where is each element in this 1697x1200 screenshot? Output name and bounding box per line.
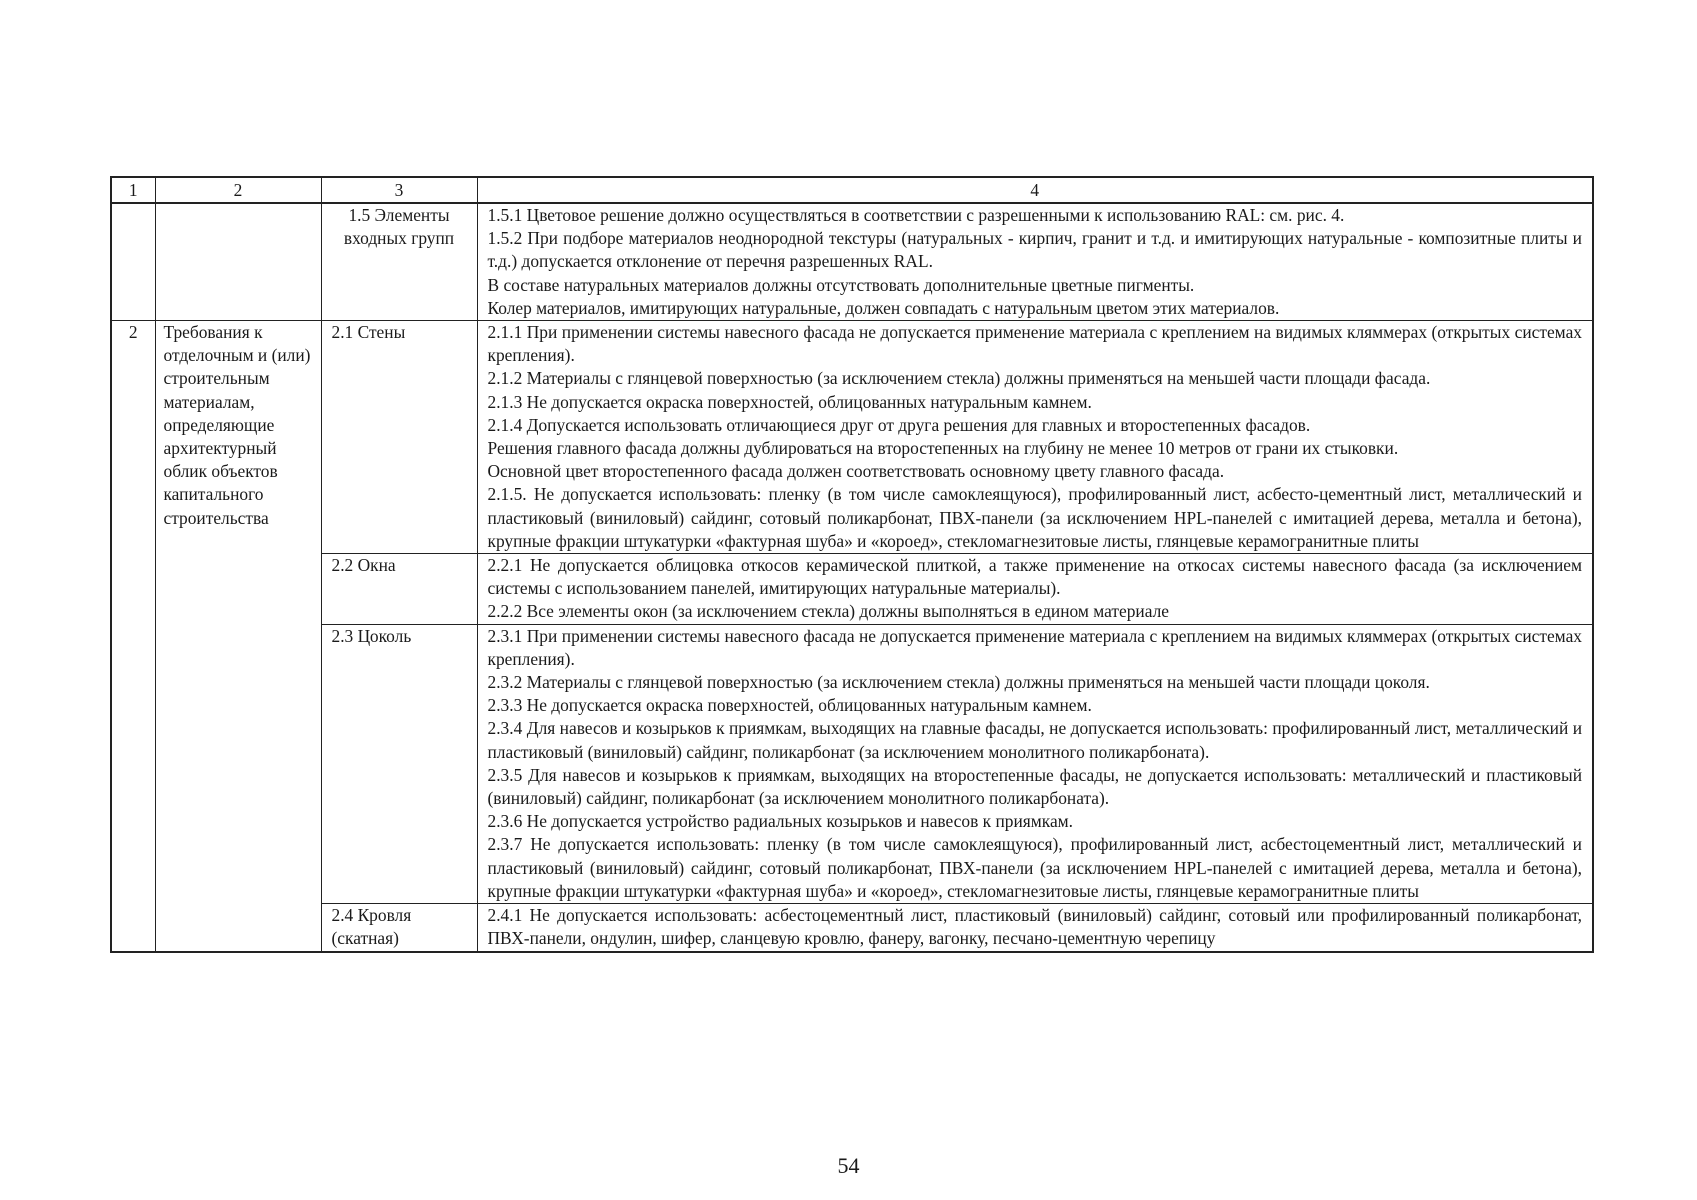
subsection-cell-2-2: 2.2 Окна [321,554,477,625]
requirements-cell-2-2 [477,554,1593,625]
column-number-4: 4 [477,177,1593,203]
column-number-1: 1 [111,177,155,203]
column-number-3: 3 [321,177,477,203]
requirement-item: 2.3.6 Не допускается устройство радиальных козырьков и навесов к приямкам. [487,811,1074,832]
requirement-item: 2.4.1 Не допускается использовать: асбестоцементный лист, пластиковый (виниловый) сайдинг, сотовый или профилированный поликарбонат, ПВХ-панели, ондулин, шифер, сланцевую кровлю, фанеру, вагонку, песчано-цементную черепицу [487,905,1582,949]
section-number: 2 [111,321,155,952]
requirement-item: Основной цвет второстепенного фасада должен соответствовать основному цвету главного фасада. [487,461,1225,482]
requirements-cell-2-3 [477,624,1593,903]
requirement-item: 2.2.2 Все элементы окон (за исключением стекла) должны выполняться в едином материале [487,601,1169,622]
table-row-2-4 [111,904,1593,952]
requirement-item: 2.1.5. Не допускается использовать: пленку (в том числе самоклеящуюся), профилированный лист, асбесто-цементный лист, металлический и пластиковый (виниловый) сайдинг, сотовый поликарбонат, ПВХ-панели (за исключением HPL-панелей с имитацией дерева, металла и бетона), крупные фракции штукатурки «фактурная шуба» и «короед», стекломагнезитовые листы, глянцевые керамогранитные плиты [487,484,1582,551]
requirement-item: 2.1.1 При применении системы навесного фасада не допускается применение материала с креплением на видимых кляммерах (открытых системах крепления). [487,322,1582,366]
requirement-item: 2.1.4 Допускается использовать отличающиеся друг от друга решения для главных и второстепенных фасадов. [487,414,1311,435]
requirement-item: 2.1.2 Материалы с глянцевой поверхностью (за исключением стекла) должны применяться на меньшей части площади фасада. [487,368,1431,389]
requirement-item: В составе натуральных материалов должны отсутствовать дополнительные цветные пигменты. [487,274,1195,295]
table-row-2-3 [111,624,1593,903]
table-row-2-2 [111,554,1593,625]
requirement-item: 1.5.2 При подборе материалов неоднородной текстуры (натуральных - кирпич, гранит и т.д. и имитирующих натуральные - композитные плиты и т.д.) допускается отклонение от перечня разрешенных RAL. [487,228,1582,272]
requirements-table [110,176,1594,953]
requirement-item: Решения главного фасада должны дублироваться на второстепенных на глубину не менее 10 метров от грани их стыковки. [487,438,1399,459]
subsection-cell-1-5: 1.5 Элементы входных групп [321,203,477,321]
table-row-1-5 [111,203,1593,321]
requirement-item: 2.3.2 Материалы с глянцевой поверхностью (за исключением стекла) должны применяться на меньшей части площади цоколя. [487,672,1430,693]
section-title: Требования к отделочным и (или) строительным материалам, определяющие архитектурный облик объектов капитального строительства [155,321,321,952]
empty-section-cell [155,203,321,321]
requirement-item: Колер материалов, имитирующих натуральные, должен совпадать с натуральным цветом этих материалов. [487,297,1280,318]
requirement-item: 2.3.1 При применении системы навесного фасада не допускается применение материала с креплением на видимых кляммерах (открытых системах крепления). [487,625,1582,669]
empty-number-cell [111,203,155,321]
requirement-item: 2.3.7 Не допускается использовать: пленку (в том числе самоклеящуюся), профилированный лист, асбестоцементный лист, металлический и пластиковый (виниловый) сайдинг, сотовый поликарбонат, ПВХ-панели (за исключением HPL-панелей с имитацией дерева, металла и бетона), крупные фракции штукатурки «фактурная шуба» и «короед», стекломагнезитовые листы, глянцевые керамогранитные плиты [487,834,1582,901]
requirement-item: 2.2.1 Не допускается облицовка откосов керамической плиткой, а также применение на откосах системы навесного фасада (за исключением системы с использованием панелей, имитирующих натуральные материалы). [487,555,1582,599]
requirements-cell-2-4 [477,904,1593,952]
subsection-cell-2-4: 2.4 Кровля (скатная) [321,904,477,952]
requirement-item: 1.5.1 Цветовое решение должно осуществляться в соответствии с разрешенными к использованию RAL: см. рис. 4. [487,205,1345,225]
requirements-cell-1-5 [477,203,1593,321]
subsection-cell-2-1: 2.1 Стены [321,321,477,554]
requirements-cell-2-1 [477,321,1593,554]
page-number: 54 [837,1153,860,1178]
column-number-row [111,177,1593,203]
requirement-item: 2.3.4 Для навесов и козырьков к приямкам, выходящих на главные фасады, не допускается использовать: профилированный лист, металлический и пластиковый (виниловый) сайдинг, поликарбонат (за исключением монолитного поликарбоната). [487,718,1582,762]
requirement-item: 2.3.5 Для навесов и козырьков к приямкам, выходящих на второстепенные фасады, не допускается использовать: металлический и пластиковый (виниловый) сайдинг, поликарбонат (за исключением монолитного поликарбоната). [487,764,1582,809]
column-number-2: 2 [155,177,321,203]
requirement-item: 2.1.3 Не допускается окраска поверхностей, облицованных натуральным камнем. [487,391,1092,412]
table-row-2-1 [111,321,1593,554]
requirement-item: 2.3.3 Не допускается окраска поверхностей, облицованных натуральным камнем. [487,695,1092,716]
subsection-cell-2-3: 2.3 Цоколь [321,624,477,903]
